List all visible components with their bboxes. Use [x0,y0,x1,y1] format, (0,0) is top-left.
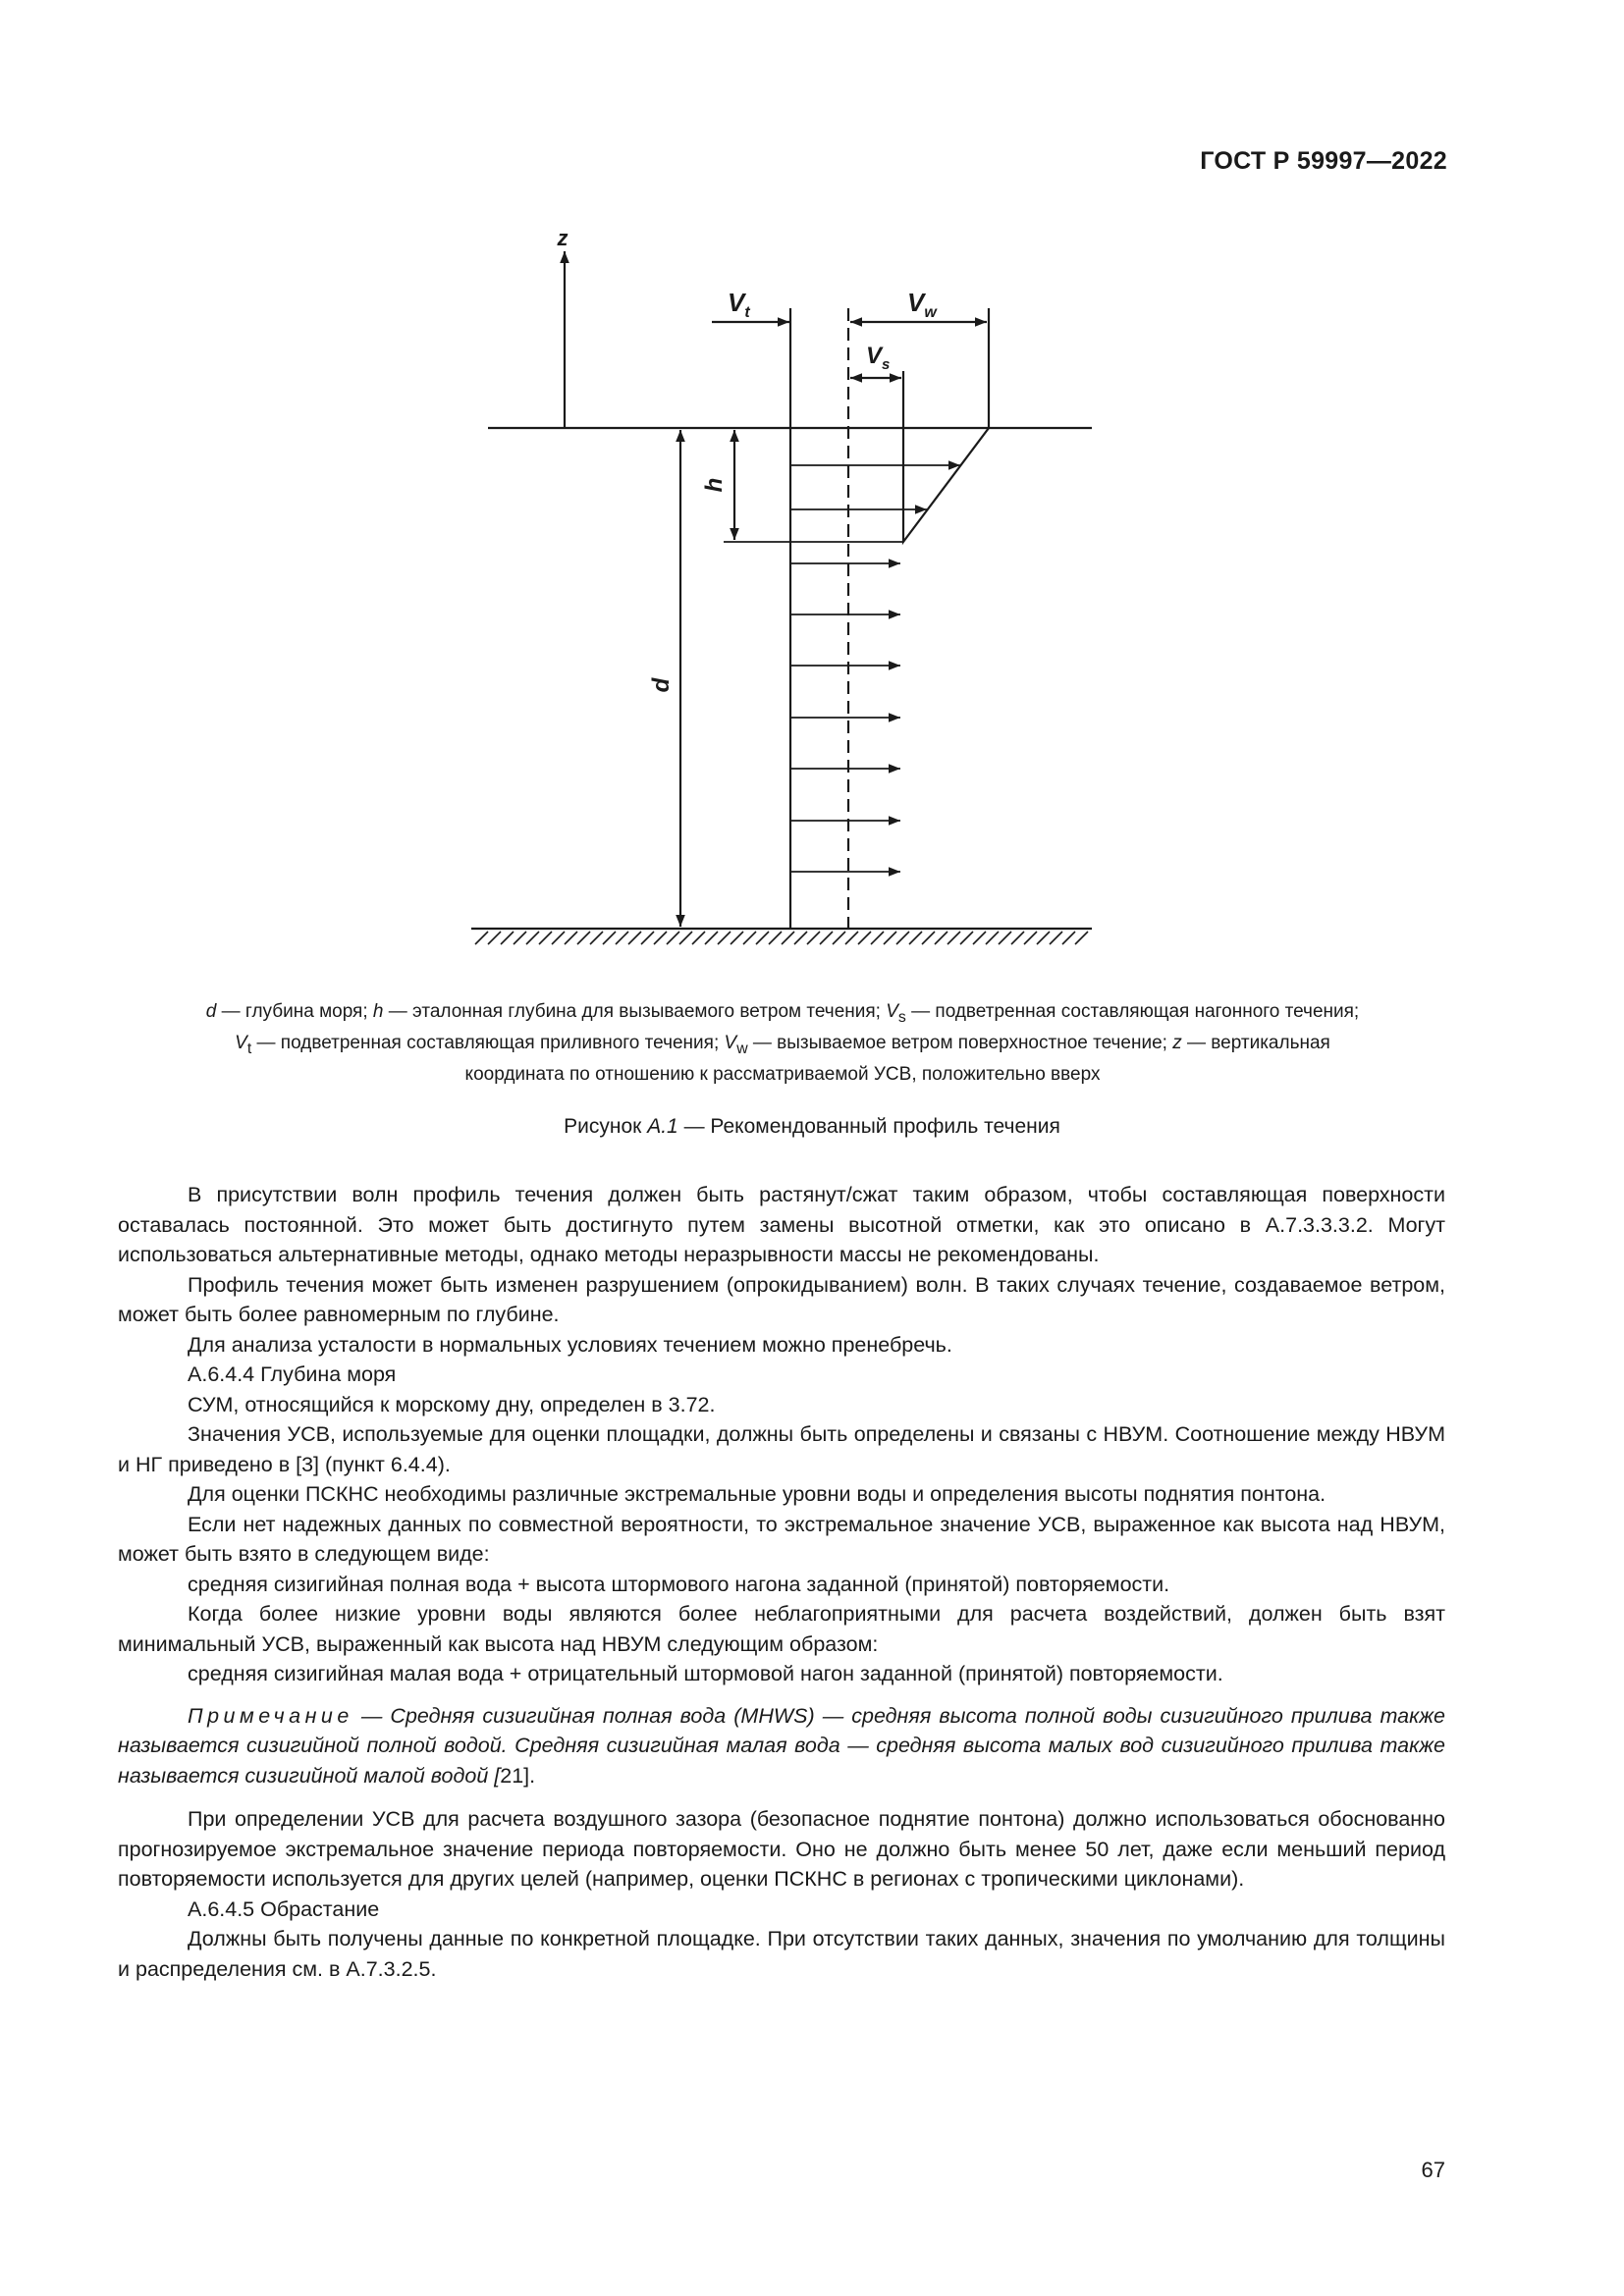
z-label: z [557,226,568,250]
paragraph: Если нет надежных данных по совместной вероятности, то экстремальное значение УСВ, выраженное как высота над НВУМ, может быть взято в следующем виде: [118,1512,1445,1566]
paragraph: Для оценки ПСКНС необходимы различные экстремальные уровни воды и определения высоты поднятия понтона. [188,1482,1326,1506]
total-profile-line [903,308,989,542]
paragraph: В присутствии волн профиль течения должен быть растянут/сжат таким образом, чтобы составляющая поверхности оставалась постоянной. Это может быть достигнуто путем замены высотной отметки, как это описано в А.7.3.3.3.2. Могут использоваться альтернативные методы, однако методы неразрывности массы не рекомендованы. [118,1183,1445,1266]
paragraph: Должны быть получены данные по конкретной площадке. При отсутствии таких данных, значения по умолчанию для толщины и распределения см. в А.7.3.2.5. [118,1927,1445,1981]
vt-label: $V_t$ [728,288,750,321]
figure-legend [118,999,1447,1088]
velocity-arrows [791,465,960,872]
section-heading: А.6.4.4 Глубина моря [188,1362,397,1386]
vw-label: $V_w$ [907,288,937,321]
section-heading: А.6.4.5 Обрастание [188,1896,380,1921]
page-number: 67 [1421,2158,1445,2182]
current-profile-figure [0,0,1624,982]
paragraph: Для анализа усталости в нормальных условиях течением можно пренебречь. [188,1332,952,1357]
paragraph: средняя сизигийная малая вода + отрицательный штормовой нагон заданной (принятой) повторяемости. [188,1662,1223,1685]
document-header: ГОСТ Р 59997—2022 [1200,147,1447,175]
legend-line-2: $V_t$ — подветренная составляющая приливного течения; $V_w$ — вызываемое ветром поверхностное течение; z — вертикальная [235,1032,1330,1057]
paragraph: средняя сизигийная полная вода + высота штормового нагона заданной (принятой) повторяемости. [188,1572,1170,1596]
seabed-hatching [475,932,1088,944]
paragraph: СУМ, относящийся к морскому дну, определен в 3.72. [188,1392,716,1416]
paragraph: При определении УСВ для расчета воздушного зазора (безопасное поднятие понтона) должно использоваться обоснованно прогнозируемое экстремальное значение периода повторяемости. Оно не должно быть менее 50 лет, даже если меньший период повторяемости используется для других целей (например, оценки ПСКНС в регионах с тропическими циклонами). [118,1807,1445,1891]
body-text [118,1180,1445,1984]
h-label: h [701,477,728,493]
figure-caption: Рисунок А.1 — Рекомендованный профиль течения [564,1115,1060,1138]
legend-line-3: координата по отношению к рассматриваемой УСВ, положительно вверх [464,1063,1101,1085]
note: Примечание — Средняя сизигийная полная вода (MHWS) — средняя высота полной воды сизигийного прилива также называется сизигийной полной водой. Средняя сизигийная малая вода — средняя высота малых вод сизигийного прилива также называется сизигийной малой водой [21]. [118,1703,1445,1788]
paragraph: Профиль течения может быть изменен разрушением (опрокидыванием) волн. В таких случаях течение, создаваемое ветром, может быть более равномерным по глубине. [118,1272,1445,1326]
d-label: d [648,677,675,693]
legend-line-1: d — глубина моря; h — эталонная глубина для вызываемого ветром течения; $V_s$ — подветренная составляющая нагонного течения; [205,1001,1360,1026]
paragraph: Когда более низкие уровни воды являются более неблагоприятными для расчета воздействий, должен быть взят минимальный УСВ, выраженный как высота над НВУМ следующим образом: [118,1602,1445,1656]
paragraph: Значения УСВ, используемые для оценки площадки, должны быть определены и связаны с НВУМ. Соотношение между НВУМ и НГ приведено в [3] (пункт 6.4.4). [118,1422,1445,1476]
vs-label: $V_s$ [866,343,891,373]
